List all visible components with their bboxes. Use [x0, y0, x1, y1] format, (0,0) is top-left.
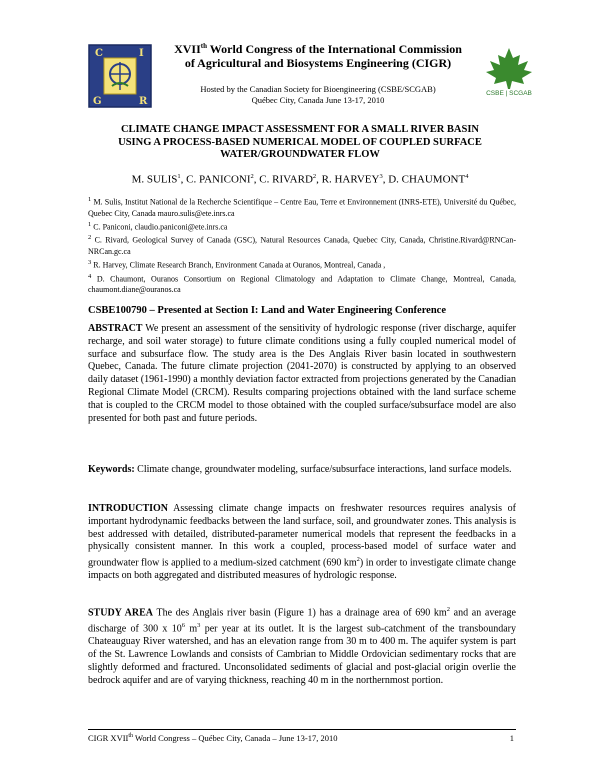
- affiliations: [88, 194, 516, 295]
- footer-divider: [88, 729, 516, 730]
- logo-letter-c: C: [95, 48, 103, 59]
- affiliation: $^1$ M. Sulis, Institut National de la Recherche Scientifique – Centre Eau, Terre et Environnement (INRS-ETE), Université du Québec, Quebec City, Canada mauro.sulis@ete.inrs.ca: [88, 196, 516, 218]
- paper-title: CLIMATE CHANGE IMPACT ASSESSMENT FOR A SMALL RIVER BASIN USING A PROCESS-BASED NUMERICAL MODEL OF COUPLED SURFACE WATER/GROUNDWATER FLOW: [118, 124, 482, 160]
- introduction: INTRODUCTION Assessing climate change impacts on freshwater resources requires analysis of important hydrodynamic feedbacks between the land surface, soil, and groundwater zones. This analysis is best addressed with detailed, distributed-parameter numerical models that represent the feedbacks in a physically consistent manner. In this work a coupled, process-based model of surface water and groundwater flow is applied to a medium-sized catchment (690 $km^2$) in order to investigate climate change impacts on both aggregated and distributed measures of hydrologic response.: [88, 503, 516, 582]
- csbe-logo-text: CSBE | SCGAB: [486, 90, 532, 97]
- author-list: M. SULIS$^1$, C. PANICONI$^2$, C. RIVARD$^2$, R. HARVEY$^3$, D. CHAUMONT$^4$: [131, 173, 469, 186]
- study-area: STUDY AREA The des Anglais river basin (Figure 1) has a drainage area of 690 $km^2$ and an average discharge of 300 x $10^6$ $m^3$ per year at its outlet. It is the largest sub-catchment of the transboundary Chateauguay River watershed, and has an elevation range from 30 m to 400 m. The aquifer system is part of the St. Lawrence Lowlands and consists of Cambrian to Middle Ordovician sedimentary rocks that are slightly deformed and fractured. Unconsolidated sediments of glacial and post-glacial origin overlie the bedrock aquifer and are of varying thickness, reaching 40 m in the northernmost portion.: [88, 606, 517, 686]
- congress-title: XVIIth World Congress of the International Commission of Agricultural and Biosystems Engineering (CIGR): [174, 42, 462, 70]
- logo-letter-i: I: [139, 48, 144, 59]
- presentation-section: CSBE100790 – Presented at Section I: Land and Water Engineering Conference: [88, 305, 446, 316]
- affiliation: $^1$ C. Paniconi, claudio.paniconi@ete.inrs.ca: [88, 220, 228, 232]
- logo-letter-r: R: [139, 96, 148, 107]
- affiliation: $^2$ C. Rivard, Geological Survey of Canada (GSC), Natural Resources Canada, Quebec City, Canada, Christine.Rivard@RNCan-NRCan.gc.ca: [88, 234, 516, 256]
- logo-letter-g: G: [93, 96, 102, 107]
- author: C. RIVARD: [259, 173, 313, 186]
- hosted-by: Hosted by the Canadian Society for Bioengineering (CSBE/SCGAB) Québec City, Canada June 13-17, 2010: [200, 84, 436, 105]
- author: M. SULIS: [131, 173, 178, 186]
- page-number: 1: [509, 733, 514, 743]
- page-footer: CIGR XVIIth World Congress – Québec City, Canada – June 13-17, 2010 1: [88, 733, 514, 743]
- affiliation: $^4$ D. Chaumont, Ouranos Consortium on Regional Climatology and Adaptation to Climate Change, Montreal, Canada, chaumont.diane@ouranos.ca: [88, 272, 516, 295]
- affiliation: $^3$ R. Harvey, Climate Research Branch, Environment Canada at Ouranos, Montreal, Canada ,: [88, 258, 386, 270]
- maple-leaf-icon: [474, 46, 544, 90]
- author: R. HARVEY: [321, 173, 380, 186]
- keywords: Keywords: Climate change, groundwater modeling, surface/subsurface interactions, land surface models.: [88, 464, 512, 475]
- author: C. PANICONI: [186, 173, 251, 186]
- csbe-logo: [474, 46, 544, 106]
- cigr-logo: [88, 44, 152, 108]
- abstract: ABSTRACT We present an assessment of the sensitivity of hydrologic response (river discharge, aquifer recharge, and soil water storage) to future climate conditions using a fully coupled numerical model of surface and subsurface flow. The study area is the Des Anglais River basin located in southwestern Quebec, Canada. The future climate projection (2041-2070) is constructed by applying to an observed daily dataset (1961-1990) a monthly deviation factor extracted from projections generated by the Canadian Regional Climate Model (CRCM). Results comparing projections obtained with the land surface scheme that is coupled to the CRCM model to those obtained with the coupled surface/subsurface model are also presented for both past and future periods.: [88, 323, 516, 424]
- author: D. CHAUMONT: [388, 173, 466, 186]
